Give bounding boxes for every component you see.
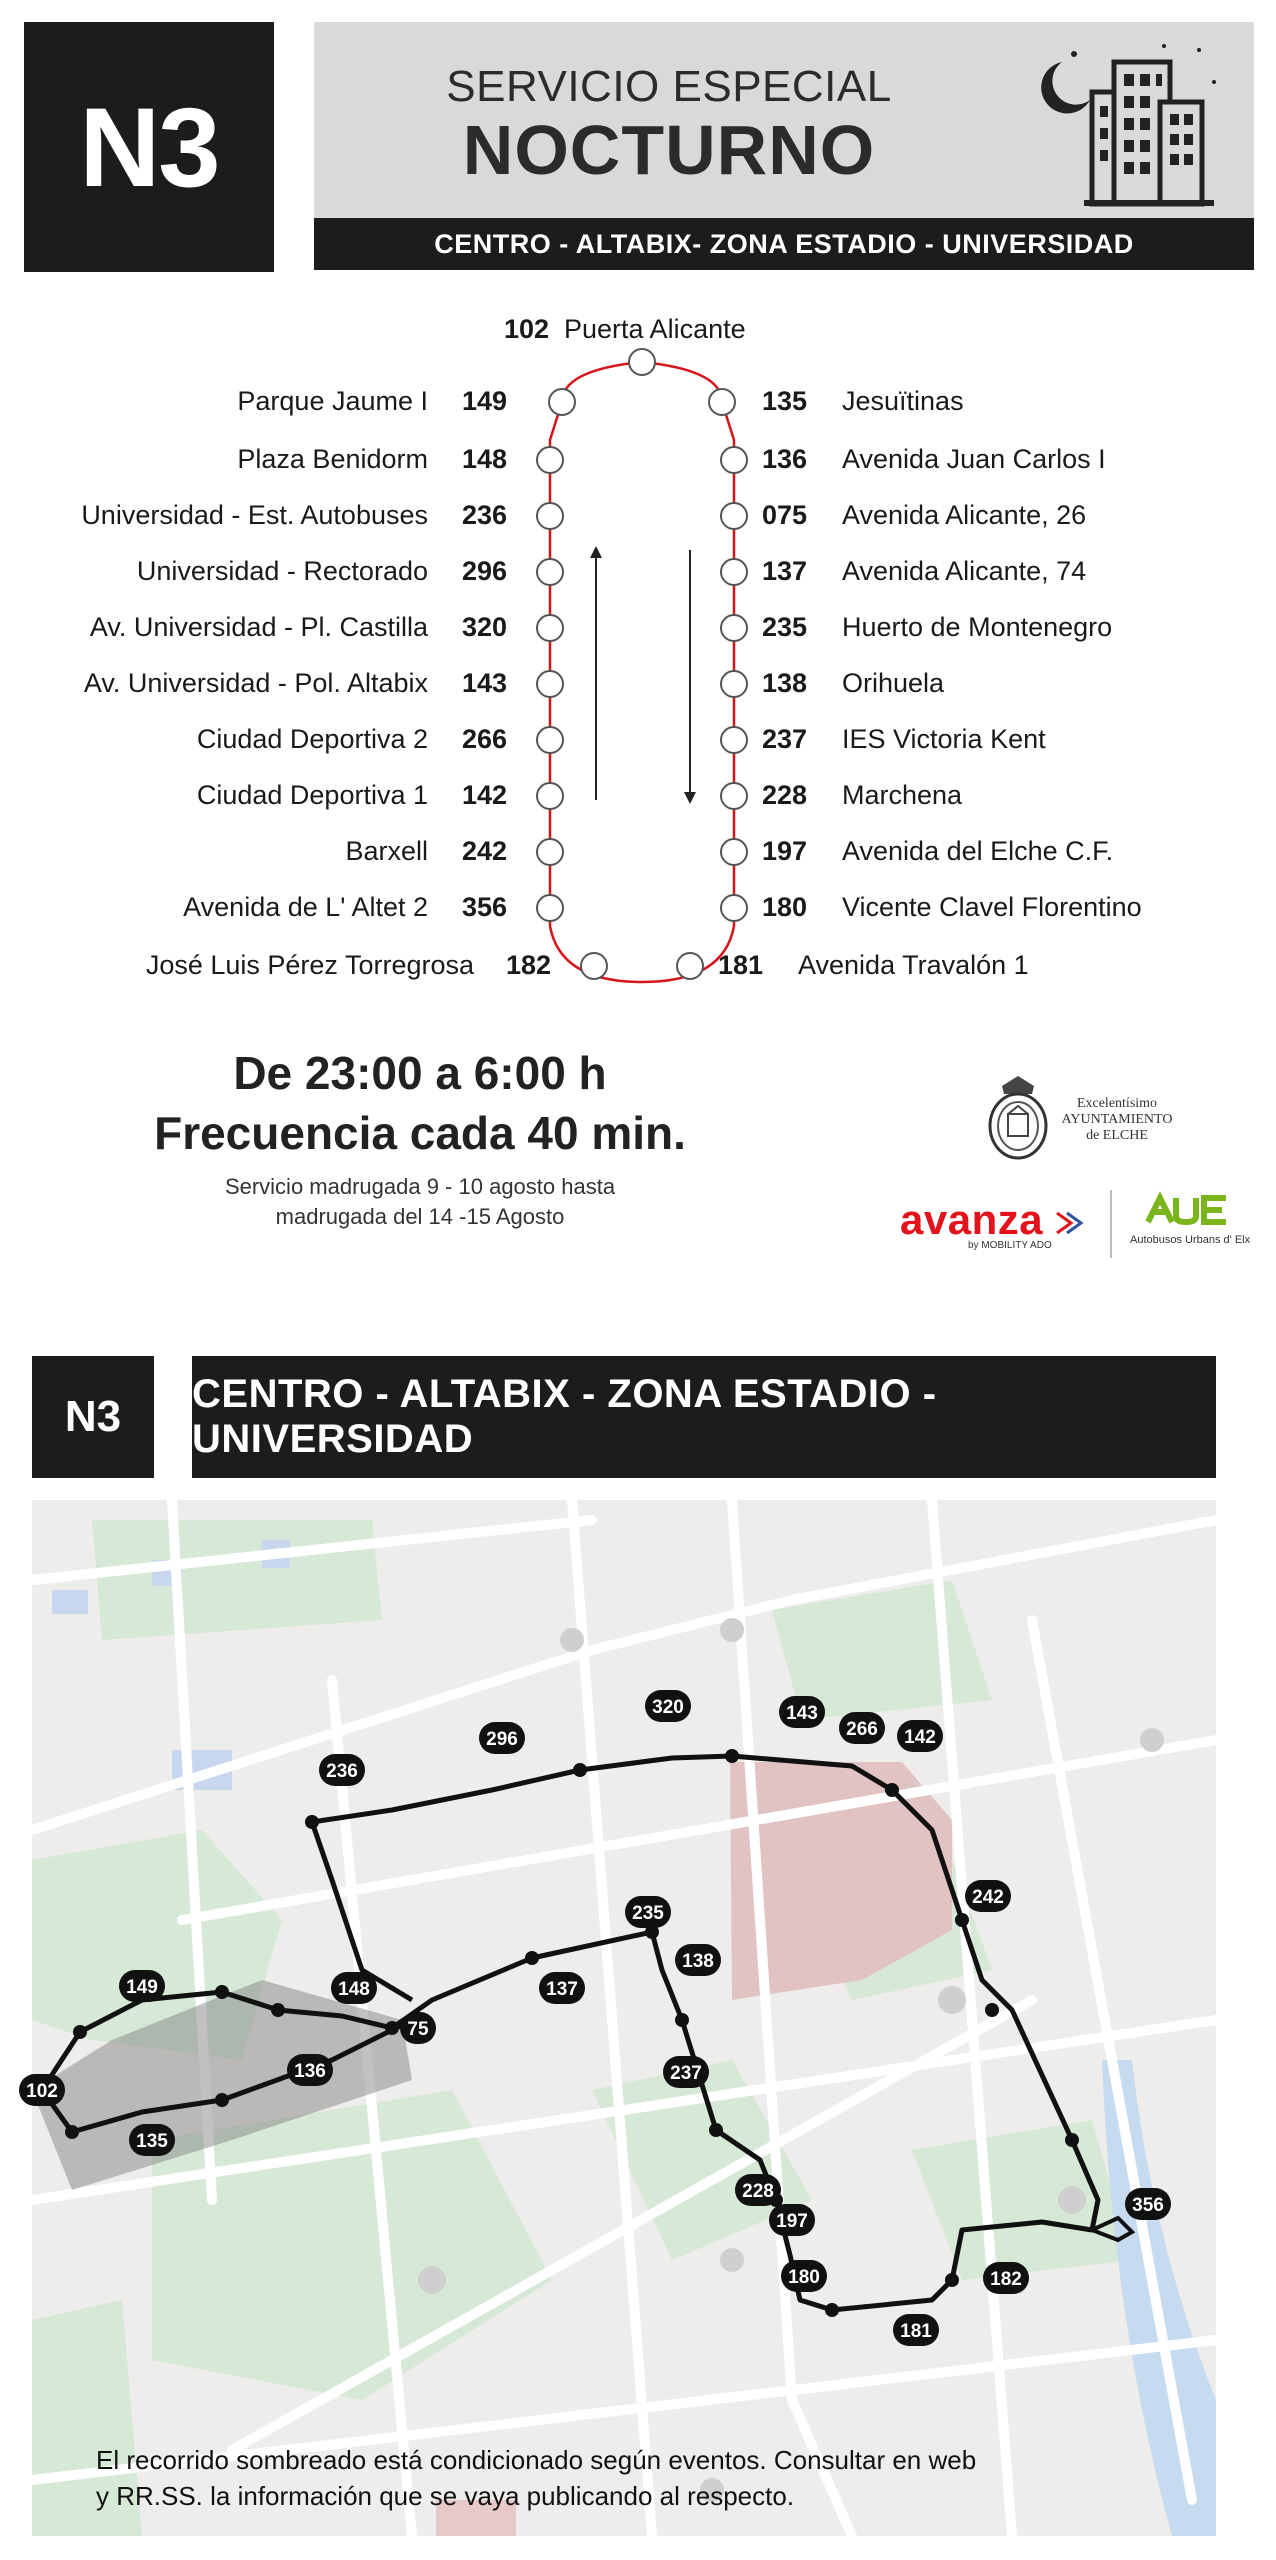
map-stop-code: 236 [326,1761,358,1782]
ayuntamiento-seal-icon [982,1072,1054,1162]
stop-code-right: 135 [762,386,808,416]
map-stop-dot [65,2125,79,2139]
stop-name-top: Puerta Alicante [564,314,746,344]
map-stop-dot [825,2303,839,2317]
map-stop-label-356[interactable] [1125,2188,1171,2220]
map-stop-code: 242 [972,1887,1004,1908]
stop-circle-right-4 [721,615,747,641]
ayto-line-1: Excelentísimo [1076,1096,1158,1111]
avanza-chevrons-icon [1055,1209,1091,1237]
ayto-line-2: AYUNTAMIENTO [1061,1112,1173,1127]
map-stop-dot [885,1783,899,1797]
stop-circle-left-7 [537,783,563,809]
stop-name-left: Universidad - Rectorado [136,556,428,586]
stop-name-left: Ciudad Deportiva 2 [196,724,428,754]
stop-code-right: 075 [762,500,808,530]
map-stop-dot [945,2273,959,2287]
map-stop-dot [305,1815,319,1829]
stop-circle-right-10 [677,953,703,979]
service-dates-line-1: Servicio madrugada 9 - 10 agosto hasta [224,1174,616,1199]
map-stop-dot [385,2021,399,2035]
stop-circle-left-0 [549,389,575,415]
stop-code-right: 197 [762,836,808,866]
stop-name-left: Av. Universidad - Pol. Altabix [83,668,428,698]
map-stop-code: 356 [1132,2195,1164,2216]
stop-circle-right-3 [721,559,747,585]
stop-circle-right-1 [721,447,747,473]
stop-name-right: Marchena [842,780,963,810]
map-stop-label-137[interactable] [539,1972,585,2004]
map-stop-dot [985,2003,999,2017]
stop-circle-left-1 [537,447,563,473]
stop-code-left: 143 [462,668,508,698]
stop-code-right: 138 [762,668,808,698]
map-stop-code: 237 [670,2063,702,2084]
stop-name-right: Vicente Clavel Florentino [842,892,1142,922]
stop-code-left: 182 [506,950,552,980]
map-stop-code: 182 [990,2269,1022,2290]
stop-name-left: Avenida de L' Altet 2 [183,892,428,922]
service-dates-line-2: madrugada del 14 -15 Agosto [275,1204,565,1229]
map-stop-label-235[interactable] [625,1896,671,1928]
route-map-canvas [26,1500,1216,2536]
avanza-subtitle: by MOBILITY ADO [968,1240,1052,1251]
stop-circle-right-5 [721,671,747,697]
map-stop-label-237[interactable] [663,2056,709,2088]
map-stop-code: 296 [486,1729,518,1750]
service-frequency: Frecuencia cada 40 min. [154,1107,686,1159]
stop-code-right: 235 [762,612,808,642]
logo-divider [1110,1190,1112,1258]
stop-name-left: Parque Jaume I [237,386,428,416]
stop-circle-left-8 [537,839,563,865]
route-badge: N3 [24,22,274,272]
stop-circle-right-0 [709,389,735,415]
stop-code-left: 142 [462,780,508,810]
title-line-2: NOCTURNO [462,111,876,189]
stop-code-right: 181 [718,950,764,980]
map-footnote [96,2442,1176,2514]
stop-code-right: 180 [762,892,808,922]
stop-circle-right-6 [721,727,747,753]
map-stop-dot [955,1913,969,1927]
title-line-1: SERVICIO ESPECIAL [446,62,892,111]
stop-circle-top [629,349,655,375]
map-stop-code: 235 [632,1903,664,1924]
stop-circle-left-2 [537,503,563,529]
map-stop-code: 135 [136,2131,168,2152]
stop-name-left: José Luis Pérez Torregrosa [145,950,474,980]
map-stop-dot [675,2013,689,2027]
map-stop-label-143[interactable] [779,1696,825,1728]
route-map [26,1500,1216,2536]
stop-circle-left-5 [537,671,563,697]
stop-name-right: Jesuïtinas [842,386,964,416]
map-stop-dot [271,2003,285,2017]
stop-name-right: Huerto de Montenegro [842,612,1113,642]
map-stop-label-102[interactable] [19,2074,65,2106]
map-route-title: CENTRO - ALTABIX - ZONA ESTADIO - UNIVERSIDAD [192,1356,1216,1478]
stop-name-left: Av. Universidad - Pl. Castilla [89,612,428,642]
map-stop-label-236[interactable] [319,1754,365,1786]
map-stop-code: 142 [904,1727,936,1748]
stop-code-right: 137 [762,556,808,586]
map-stop-code: 228 [742,2181,774,2202]
map-stop-code: 102 [26,2081,58,2102]
stop-code-right: 237 [762,724,808,754]
stop-circle-left-3 [537,559,563,585]
map-stop-label-142[interactable] [897,1720,943,1752]
map-stop-code: 181 [900,2321,932,2342]
map-stop-label-197[interactable] [769,2204,815,2236]
stop-code-top: 102 [504,314,550,344]
stop-code-left: 149 [462,386,508,416]
stop-code-right: 228 [762,780,808,810]
stop-circle-right-9 [721,895,747,921]
map-stop-dot [573,1763,587,1777]
avanza-logo [900,1196,1091,1244]
map-stop-label-296[interactable] [479,1722,525,1754]
aue-subtitle: Autobusos Urbans d' Elx [1130,1234,1251,1246]
stop-code-left: 242 [462,836,508,866]
stop-name-left: Ciudad Deportiva 1 [196,780,428,810]
map-stop-label-135[interactable] [129,2124,175,2156]
map-stop-label-75[interactable] [400,2012,436,2044]
map-stop-label-266[interactable] [839,1712,885,1744]
avanza-wordmark: avanza [900,1196,1044,1243]
map-stop-dot [1065,2133,1079,2147]
stop-name-left: Barxell [345,836,428,866]
stop-name-right: Avenida del Elche C.F. [842,836,1114,866]
map-stop-label-148[interactable] [331,1972,377,2004]
ayuntamiento-logo-text [1052,1096,1182,1144]
map-stop-label-228[interactable] [735,2174,781,2206]
map-stop-dot [73,2025,87,2039]
stop-code-left: 356 [462,892,508,922]
map-stop-label-180[interactable] [781,2260,827,2292]
aue-logo-icon [1142,1194,1230,1226]
stop-name-right: Avenida Juan Carlos I [842,444,1106,474]
map-stop-code: 197 [776,2211,808,2232]
map-stop-dot [725,1749,739,1763]
stop-circle-right-2 [721,503,747,529]
map-stop-label-182[interactable] [983,2262,1029,2294]
map-stop-dot [525,1951,539,1965]
map-stop-code: 138 [682,1951,714,1972]
map-stop-label-149[interactable] [119,1970,165,2002]
stop-name-right: Avenida Alicante, 26 [842,500,1087,530]
map-stop-label-181[interactable] [893,2314,939,2346]
stop-name-right: Avenida Travalón 1 [798,950,1029,980]
map-stop-dot [215,1985,229,1999]
map-footnote-line-1: El recorrido sombreado está condicionado según eventos. Consultar en web [96,2445,977,2475]
map-stop-code: 180 [788,2267,820,2288]
map-stop-code: 149 [126,1977,158,1998]
route-subtitle-bar: CENTRO - ALTABIX- ZONA ESTADIO - UNIVERSIDAD [314,218,1254,270]
map-stop-label-320[interactable] [645,1690,691,1722]
ayto-line-3: de ELCHE [1086,1128,1148,1143]
map-route-badge: N3 [32,1356,154,1478]
map-stop-code: 266 [846,1719,878,1740]
map-stop-code: 320 [652,1697,684,1718]
stop-circle-left-10 [581,953,607,979]
map-footnote-line-2: y RR.SS. la información que se vaya publicando al respecto. [96,2481,795,2511]
service-hours: De 23:00 a 6:00 h [233,1047,607,1099]
stop-circle-left-4 [537,615,563,641]
map-stop-label-136[interactable] [287,2054,333,2086]
map-stop-dot [709,2123,723,2137]
map-stop-dot [215,2093,229,2107]
stop-code-left: 320 [462,612,508,642]
stop-circle-right-8 [721,839,747,865]
stop-code-left: 148 [462,444,508,474]
stop-code-right: 136 [762,444,808,474]
map-stop-code: 148 [338,1979,370,2000]
map-stop-label-242[interactable] [965,1880,1011,1912]
map-stop-label-138[interactable] [675,1944,721,1976]
stop-name-left: Universidad - Est. Autobuses [81,500,428,530]
stop-circle-left-9 [537,895,563,921]
stop-circle-right-7 [721,783,747,809]
stop-code-left: 296 [462,556,508,586]
stop-name-right: Avenida Alicante, 74 [842,556,1087,586]
stop-code-left: 236 [462,500,508,530]
stop-name-right: Orihuela [842,668,945,698]
map-stop-code: 137 [546,1979,578,2000]
map-stop-code: 143 [786,1703,818,1724]
stop-name-right: IES Victoria Kent [842,724,1046,754]
stop-name-left: Plaza Benidorm [237,444,428,474]
stop-code-left: 266 [462,724,508,754]
stop-circle-left-6 [537,727,563,753]
map-stop-code: 75 [407,2019,429,2040]
map-stop-code: 136 [294,2061,326,2082]
service-dates-note [120,1172,720,1232]
